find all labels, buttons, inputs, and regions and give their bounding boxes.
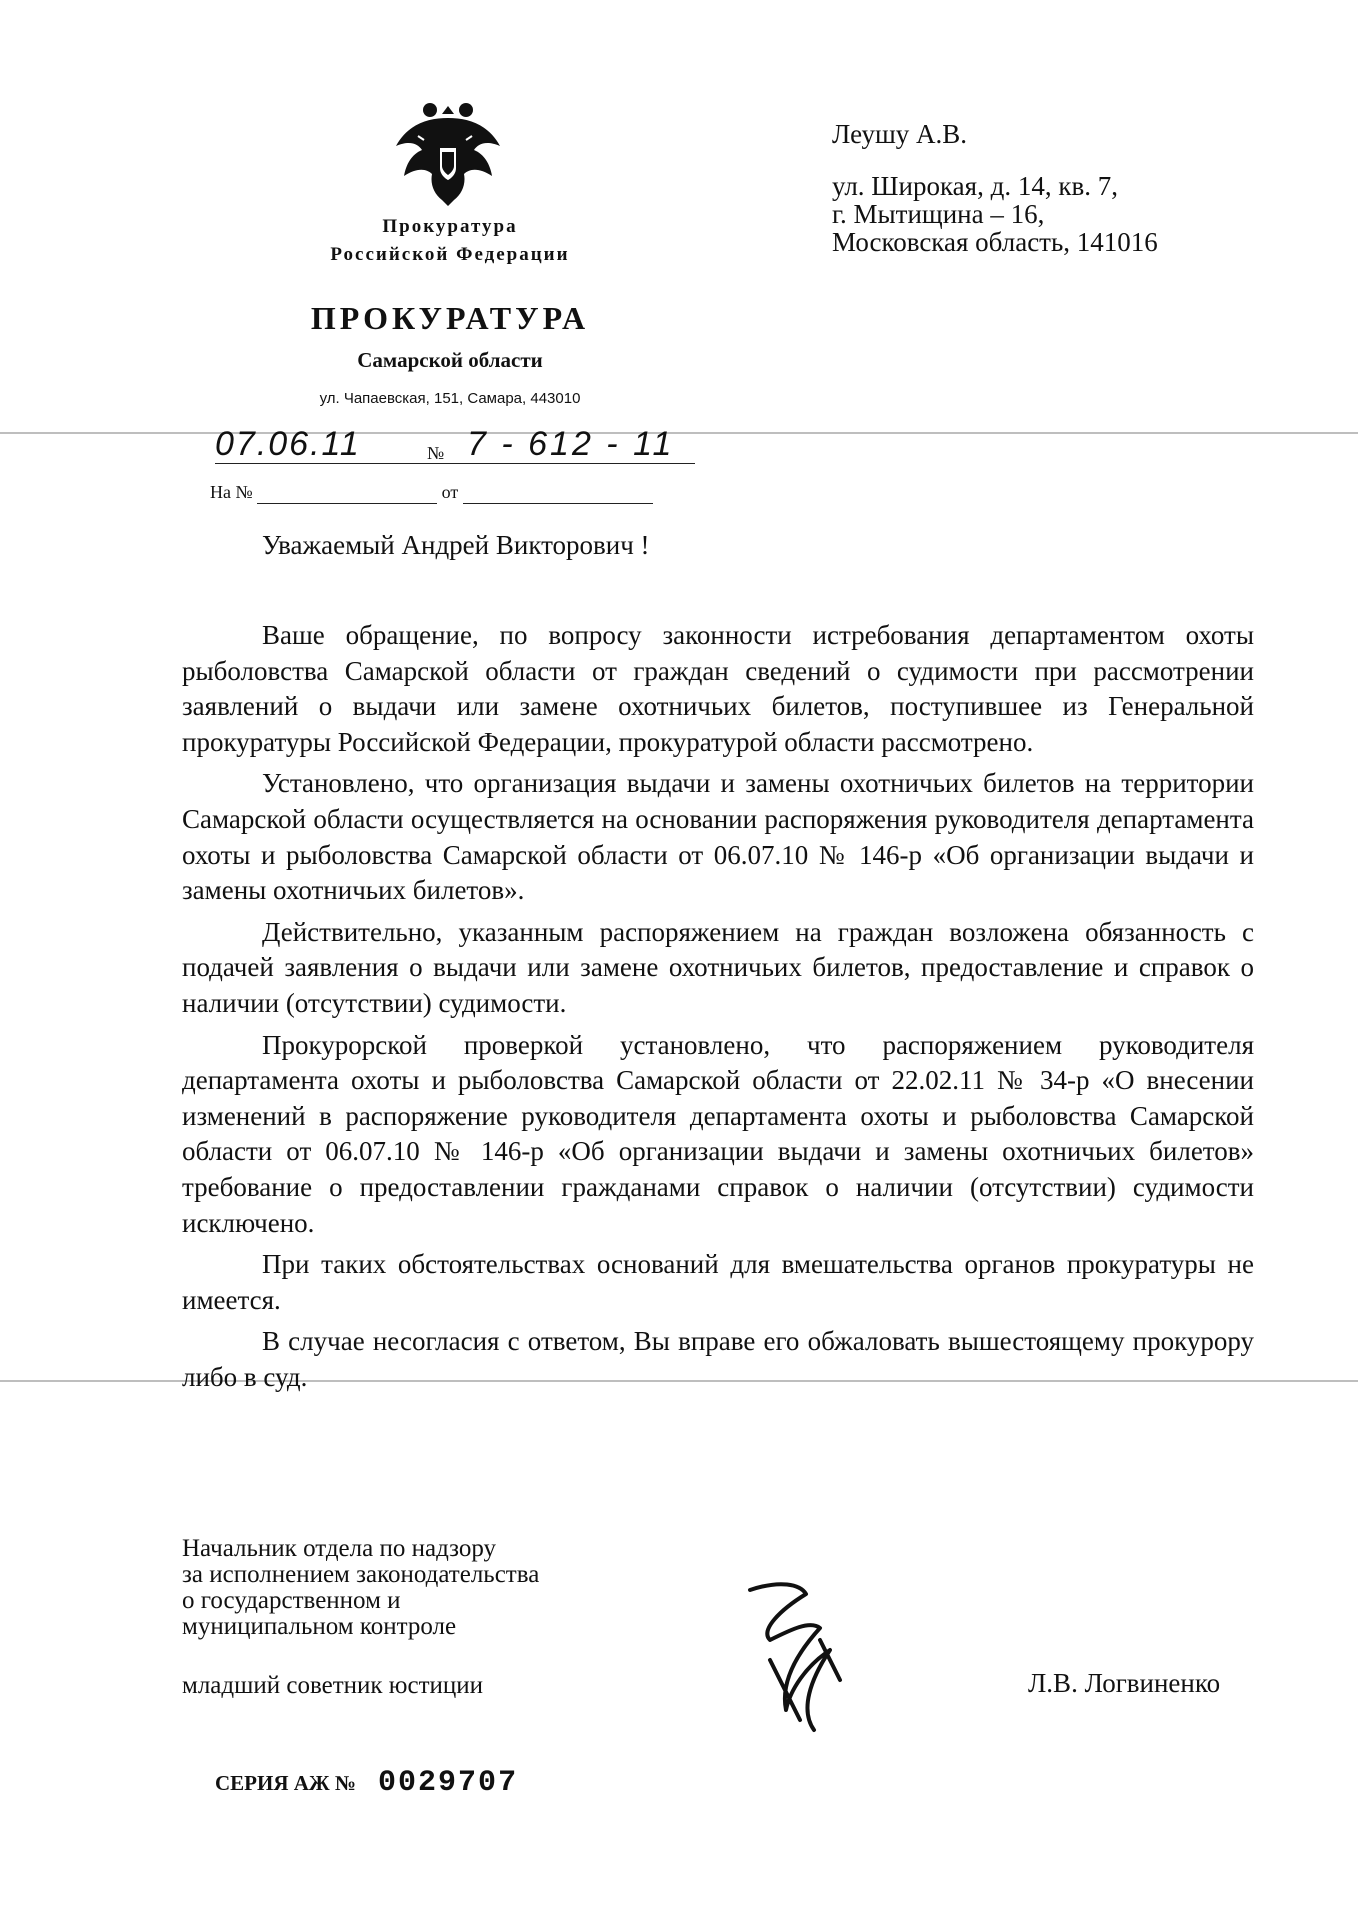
body-paragraph: Ваше обращение, по вопросу законности истребования департаментом охоты рыболовства Самарской области от граждан сведений о судимости при рассмотрении заявлений о выдачи или замене охотничьих билетов, поступившее из Генеральной прокуратуры Российской Федерации, прокуратурой области рассмотрено.	[182, 620, 1254, 757]
reference-line	[210, 482, 653, 504]
org-region: Самарской области	[357, 348, 543, 372]
body-paragraph: При таких обстоятельствах оснований для вмешательства органов прокуратуры не имеется.	[182, 1249, 1254, 1315]
recipient-address-line: г. Мытищина – 16,	[832, 199, 1045, 229]
signer-rank: младший советник юстиции	[182, 1672, 484, 1699]
position-line: за исполнением законодательства	[182, 1561, 540, 1588]
signer-position	[182, 1536, 539, 1640]
reg-date: 07.06.11	[215, 425, 361, 463]
body-paragraph: Действительно, указанным распоряжением на граждан возложена обязанность с подачей заявления о выдачи или замене охотничьих билетов, предоставление и справок о наличии (отсутствии) судимости.	[182, 916, 1254, 1018]
recipient-name: Леушу А.В.	[832, 119, 967, 149]
reg-number-label: №	[427, 443, 445, 463]
signer-name: Л.В. Логвиненко	[1028, 1668, 1221, 1698]
on-no-label: На №	[210, 482, 253, 502]
body-paragraph: Установлено, что организация выдачи и замены охотничьих билетов на территории Самарской области осуществляется на основании распоряжения руководителя департамента охоты и рыболовства Самарской области от 06.07.10 № 146-р «Об организации выдачи и замены охотничьих билетов».	[182, 768, 1254, 906]
registration-line	[215, 425, 775, 465]
org-name-line1: Прокуратура	[382, 216, 518, 237]
letter-body	[182, 618, 1254, 1401]
org-title: ПРОКУРАТУРА	[310, 300, 590, 336]
serial-number: 0029707	[378, 1766, 519, 1800]
on-from-label: от	[441, 482, 459, 502]
serial-label: СЕРИЯ АЖ №	[215, 1771, 357, 1795]
position-line: муниципальном контроле	[182, 1613, 457, 1640]
position-line: Начальник отдела по надзору	[182, 1535, 497, 1562]
org-address: ул. Чапаевская, 151, Самара, 443010	[319, 390, 581, 407]
double-headed-eagle-emblem-icon	[388, 88, 508, 212]
body-paragraph: В случае несогласия с ответом, Вы вправе его обжаловать вышестоящему прокурору либо в суд.	[182, 1326, 1254, 1392]
reg-underline	[215, 463, 695, 464]
recipient-block	[832, 120, 1158, 256]
recipient-address-line: ул. Широкая, д. 14, кв. 7,	[832, 171, 1118, 201]
on-no-blank	[257, 482, 437, 504]
reg-number: 7 - 612 - 11	[467, 425, 675, 463]
recipient-address-line: Московская область, 141016	[832, 227, 1158, 257]
org-name-line2: Российской Федерации	[330, 244, 570, 265]
on-from-blank	[463, 482, 653, 504]
position-line: о государственном и	[182, 1587, 401, 1614]
serial-number-block	[215, 1766, 518, 1800]
handwritten-signature-icon	[710, 1570, 870, 1740]
salutation: Уважаемый Андрей Викторович !	[262, 530, 650, 560]
body-paragraph: Прокурорской проверкой установлено, что распоряжением руководителя департамента охоты и рыболовства Самарской области от 22.02.11 № 34-р «О внесении изменений в распоряжение руководителя департамента охоты и рыболовства Самарской области от 06.07.10 № 146-р «Об организации выдачи и замены охотничьих билетов» требование о предоставлении гражданами справок о наличии (отсутствии) судимости исключено.	[182, 1029, 1254, 1238]
